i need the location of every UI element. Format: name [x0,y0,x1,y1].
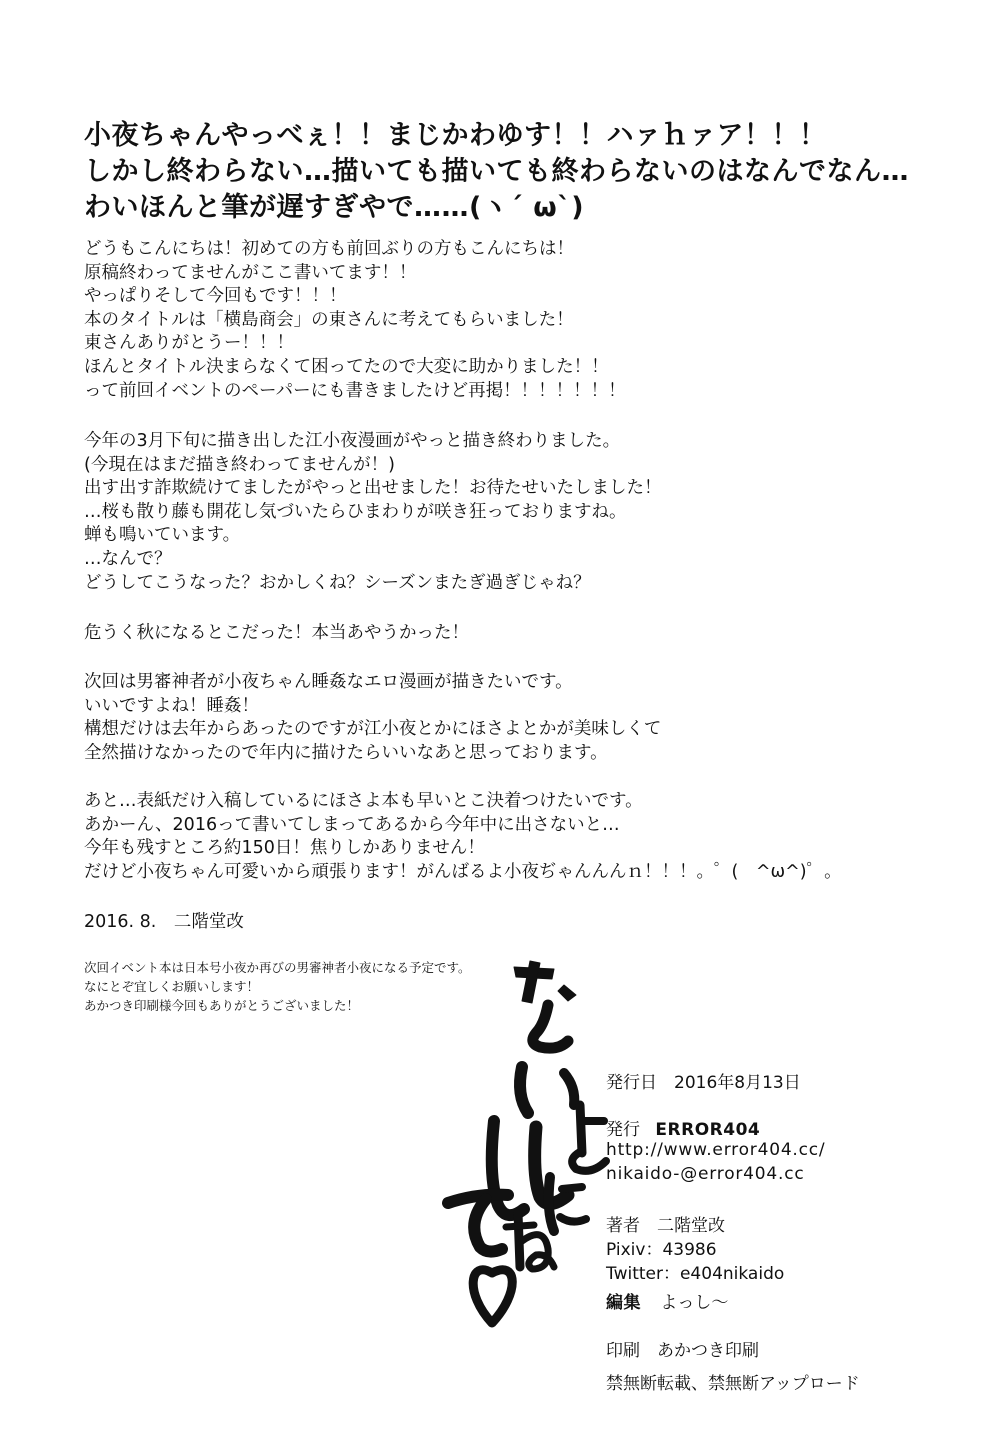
text-line: …なんで？ [84,548,172,569]
heading-line-2: しかし終わらない…描いても描いても終わらないのはなんでなん… [84,156,909,187]
text-line: どうもこんにちは！初めての方も前回ぶりの方もこんにちは！ [84,239,574,259]
note-line: 次回イベント本は日本号小夜か再びの男審神者小夜になる予定です。 [84,960,471,975]
text-line: 今年の3月下旬に描き出した江小夜漫画がやっと描き終わりました。 [84,431,621,451]
text-line: 蝉も鳴いています。 [84,525,241,546]
author: 著者 二階堂改 [606,1216,725,1236]
text-line: 原稿終わってませんがここ書いてます！！ [84,262,417,283]
note-line: あかつき印刷様今回もありがとうございました！ [84,998,360,1013]
paragraph-closing [84,790,944,884]
text-line: 出す出す詐欺続けてましたがやっと出せました！お待たせいたしました！ [84,478,662,499]
text-line: だけど小夜ちゃん可愛いから頑張ります！がんばるよ小夜ぢゃんんんｎ！！！。゜( ^ω^)゜。 [84,861,842,882]
heading [84,118,964,226]
text-line: 本のタイトルは「横島商会」の東さんに考えてもらいました！ [84,309,574,330]
editor [606,1288,986,1313]
paragraph-progress [84,430,944,595]
publisher [606,1115,986,1140]
pixiv-id: Pixiv：43986 [606,1240,717,1260]
printer: 印刷 あかつき印刷 [606,1341,759,1361]
publisher-email: nikaido-@error404.cc [606,1164,805,1184]
publisher-name: ERROR404 [655,1120,761,1140]
text-line: 次回は男審神者が小夜ちゃん睡姦なエロ漫画が描きたいです。 [84,672,573,692]
editor-label: 編集 [606,1293,641,1313]
text-line: 東さんありがとうー！！！ [84,333,294,354]
publisher-url: http://www.error404.cc/ [606,1140,826,1160]
text-line: 全然描けなかったので年内に描けたらいいなあと思っております。 [84,742,608,763]
text-line: あと…表紙だけ入稿しているにほさよ本も早いとこ決着つけたいです。 [84,791,643,811]
text-line: 構想だけは去年からあったのですが江小夜とかにほさよとかが美味しくて [84,719,662,740]
paragraph-next [84,671,944,765]
editor-name: よっし～ [660,1293,729,1313]
text-line: 危うく秋になるとこだった！本当あやうかった！ [84,623,469,643]
note-line: なにとぞ宜しくお願いします！ [84,979,260,994]
text-line: って前回イベントのペーパーにも書きましたけど再掲！！！！！！！ [84,380,626,401]
text-line: どうしてこうなった？おかしくね？シーズンまたぎ過ぎじゃね？ [84,572,591,593]
text-line: あかーん、2016って書いてしまってあるから今年中に出さないと… [84,814,620,835]
text-line: …桜も散り藤も開花し気づいたらひまわりが咲き狂っておりますね。 [84,501,627,522]
publisher-label: 発行 [606,1120,640,1140]
text-line: やっぱりそして今回もです！！！ [84,286,347,307]
title-logo [436,955,616,1335]
text-line: いいですよね！睡姦！ [84,695,259,716]
signature-date: 2016. 8. 二階堂改 [84,912,244,932]
text-line: ほんとタイトル決まらなくて困ってたので大変に助かりました！！ [84,356,609,377]
paragraph-greeting [84,238,944,403]
heading-line-3: わいほんと筆が遅すぎやで……(ヽ´ ω`) [84,192,585,223]
heading-line-1: 小夜ちゃんやっべぇ！！まじかわゆす！！ハァｈァア！！！ [84,120,827,151]
text-line: (今現在はまだ描き終わってませんが！) [84,454,395,475]
text-line: 今年も残すところ約150日！焦りしかありません！ [84,838,485,859]
paragraph-autumn [84,622,944,646]
copyright-notice: 禁無断転載、禁無断アップロード [606,1374,860,1394]
twitter-id: Twitter：e404nikaido [606,1264,785,1284]
issue-date: 発行日 2016年8月13日 [606,1073,801,1093]
